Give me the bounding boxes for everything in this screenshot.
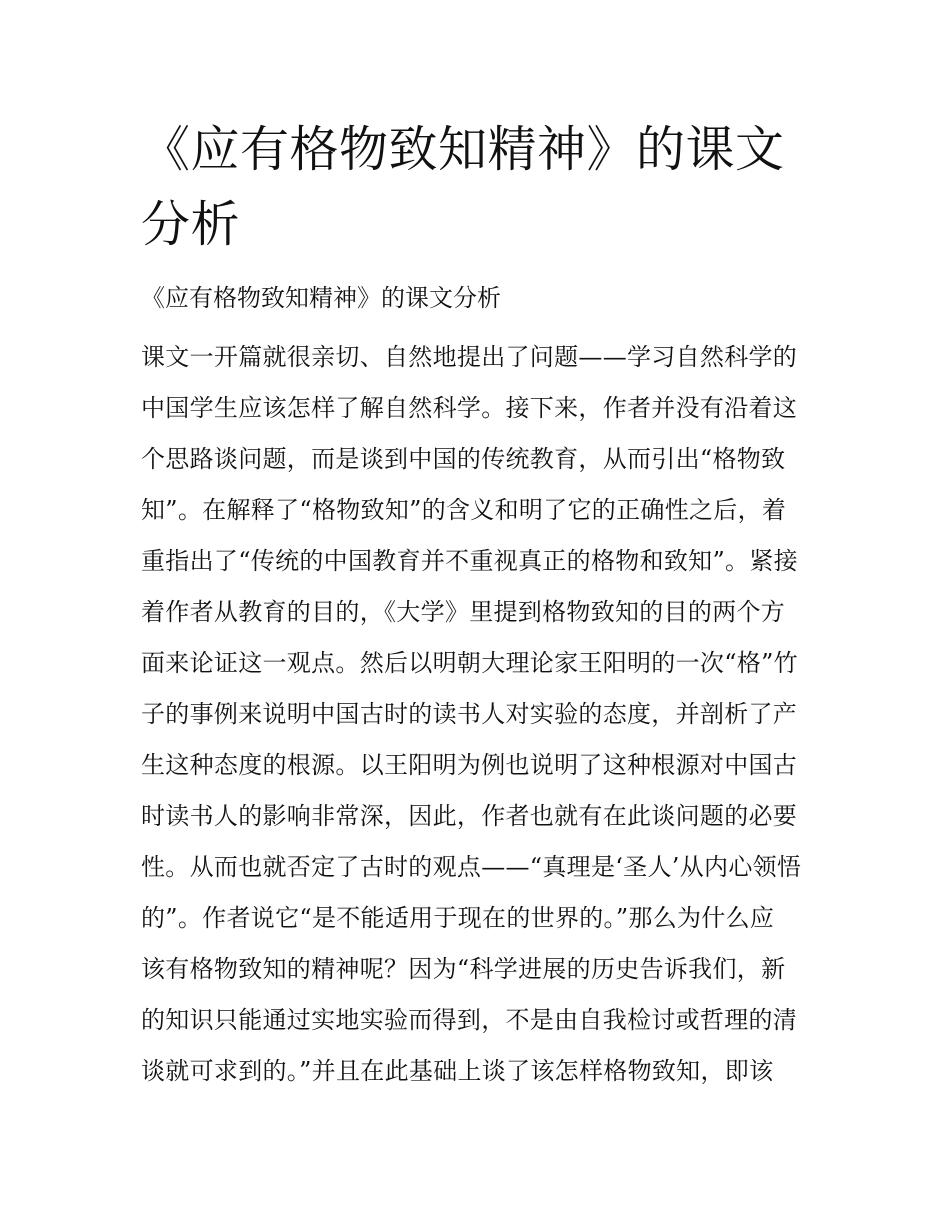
body-line: 的”。作者说它“是不能适用于现在的世界的。”那么为什么应 — [141, 904, 775, 932]
body-line: 面来论证这一观点。然后以明朝大理论家王阳明的一次“格”竹 — [141, 649, 798, 677]
body-line: 性。从而也就否定了古时的观点——“真理是‘圣人’从内心领悟 — [141, 853, 802, 881]
body-line: 课文一开篇就很亲切、自然地提出了问题——学习自然科学的 — [141, 343, 798, 371]
document-title: 《应有格物致知精神》的课文分析 — [141, 121, 785, 253]
body-line: 着作者从教育的目的，《大学》里提到格物致知的目的两个方 — [141, 598, 786, 626]
body-line: 该有格物致知的精神呢？因为“科学进展的历史告诉我们，新 — [141, 955, 786, 983]
body-text — [141, 332, 813, 1097]
body-line: 子的事例来说明中国古时的读书人对实验的态度，并剖析了产 — [141, 700, 798, 728]
body-line: 生这种态度的根源。以王阳明为例也说明了这种根源对中国古 — [141, 751, 798, 779]
body-line: 知”。在解释了“格物致知”的含义和明了它的正确性之后，着 — [141, 496, 787, 524]
body-line: 的知识只能通过实地实验而得到，不是由自我检讨或哲理的清 — [141, 1006, 798, 1034]
document-subtitle: 《应有格物致知精神》的课文分析 — [141, 284, 501, 312]
body-line: 个思路谈问题，而是谈到中国的传统教育，从而引出“格物致 — [141, 445, 786, 473]
body-line: 重指出了“传统的中国教育并不重视真正的格物和致知”。紧接 — [141, 547, 798, 575]
body-line: 中国学生应该怎样了解自然科学。接下来，作者并没有沿着这 — [141, 394, 798, 422]
body-line: 谈就可求到的。”并且在此基础上谈了该怎样格物致知，即该 — [141, 1057, 774, 1085]
body-line: 时读书人的影响非常深，因此，作者也就有在此谈问题的必要 — [141, 802, 798, 830]
